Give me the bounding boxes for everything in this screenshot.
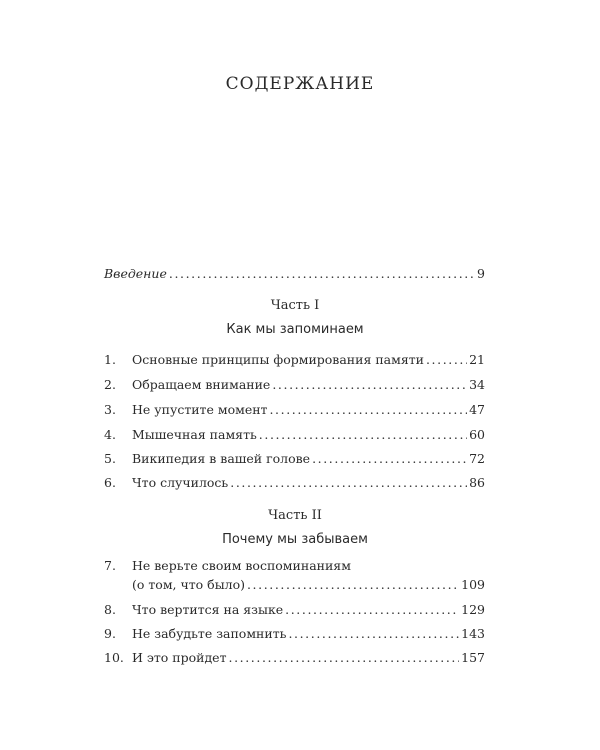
- chapter-number: 3.: [104, 402, 116, 417]
- toc-page-number: 129: [461, 602, 485, 617]
- toc-entry[interactable]: [104, 626, 485, 642]
- toc-entry[interactable]: [104, 558, 485, 574]
- toc-entry[interactable]: [104, 451, 485, 467]
- toc-entry-label: Мышечная память: [132, 427, 257, 442]
- dot-leader: [312, 451, 467, 467]
- dot-leader: [288, 626, 459, 642]
- part-title: Часть II: [268, 508, 322, 523]
- chapter-number: 9.: [104, 626, 116, 641]
- dot-leader: [229, 650, 460, 666]
- dot-leader: [269, 402, 467, 418]
- toc-page-number: 72: [469, 451, 485, 466]
- toc-page-number: 60: [469, 427, 485, 442]
- toc-entry[interactable]: [104, 650, 485, 666]
- chapter-number: 10.: [104, 650, 124, 665]
- chapter-number: 5.: [104, 451, 116, 466]
- toc-page-number: 21: [469, 352, 485, 367]
- toc-heading: СОДЕРЖАНИЕ: [225, 74, 375, 94]
- toc-entry[interactable]: [104, 402, 485, 418]
- toc-entry[interactable]: [104, 352, 485, 368]
- part-title: Часть I: [270, 298, 320, 313]
- toc-page-number: 47: [469, 402, 485, 417]
- toc-entry-label-cont: (о том, что было): [132, 577, 245, 592]
- part-subtitle: Почему мы забываем: [222, 532, 368, 547]
- dot-leader: [272, 377, 467, 393]
- dot-leader: [230, 475, 467, 491]
- chapter-number: 8.: [104, 602, 116, 617]
- toc-page-number: 86: [469, 475, 485, 490]
- toc-entry-label: Не упустите момент: [132, 402, 268, 417]
- toc-entry[interactable]: [104, 602, 485, 618]
- toc-entry-label: Введение: [104, 266, 167, 281]
- toc-entry-label: Основные принципы формирования памяти: [132, 352, 424, 367]
- toc-entry-label: Что случилось: [132, 475, 229, 490]
- toc-page-number: 157: [461, 650, 485, 665]
- toc-entry-intro[interactable]: [104, 266, 485, 282]
- dot-leader: [426, 352, 467, 368]
- toc-entry-label: Не верьте своим воспоминаниям: [132, 558, 351, 573]
- dot-leader: [285, 602, 459, 618]
- toc-page-number: 9: [477, 266, 485, 281]
- toc-entry-continuation[interactable]: [104, 577, 485, 593]
- dot-leader: [259, 427, 467, 443]
- toc-entry-label: И это пройдет: [132, 650, 227, 665]
- toc-page-number: 34: [469, 377, 485, 392]
- toc-entry-label: Что вертится на языке: [132, 602, 284, 617]
- part-subtitle: Как мы запоминаем: [226, 322, 364, 337]
- dot-leader: [247, 577, 459, 593]
- toc-entry[interactable]: [104, 427, 485, 443]
- toc-entry[interactable]: [104, 377, 485, 393]
- chapter-number: 4.: [104, 427, 116, 442]
- toc-page-number: 109: [461, 577, 485, 592]
- chapter-number: 6.: [104, 475, 116, 490]
- chapter-number: 1.: [104, 352, 116, 367]
- chapter-number: 2.: [104, 377, 116, 392]
- toc-entry-label: Обращаем внимание: [132, 377, 271, 392]
- toc-page-number: 143: [461, 626, 485, 641]
- chapter-number: 7.: [104, 558, 116, 573]
- toc-entry-label: Не забудьте запомнить: [132, 626, 287, 641]
- toc-entry-label: Википедия в вашей голове: [132, 451, 311, 466]
- toc-entry[interactable]: [104, 475, 485, 491]
- dot-leader: [169, 266, 475, 282]
